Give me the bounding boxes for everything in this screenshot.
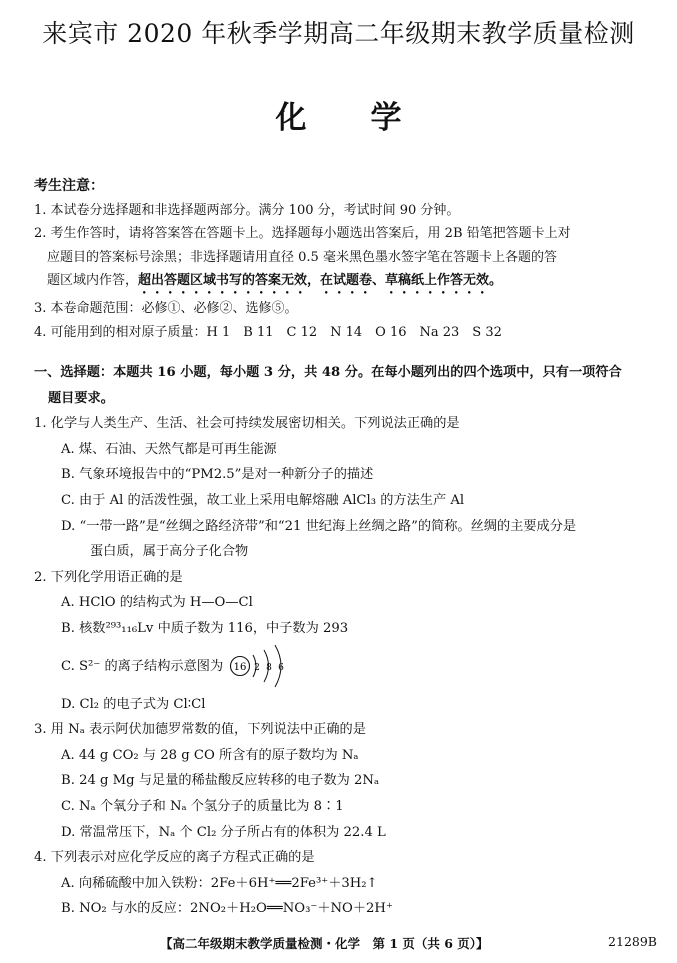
shell-2-count: 8 (266, 663, 273, 674)
exam-title: 来宾市 2020 年秋季学期高二年级期末教学质量检测 (42, 19, 635, 48)
q2-option-a: A. HClO 的结构式为 H—O—Cl (61, 595, 253, 611)
q1-option-d-line-1: D. “一带一路”是“丝绸之路经济带”和“21 世纪海上丝绸之路”的简称。丝绸的主要成分是 (61, 518, 577, 534)
q1-option-b: B. 气象环境报告中的“PM2.5”是对一种新分子的描述 (61, 467, 374, 483)
questions (34, 360, 656, 922)
q4-option-b: B. NO₂ 与水的反应：2NO₂＋H₂O══NO₃⁻＋NO＋2H⁺ (61, 901, 393, 917)
notice-item-3: 3. 本卷命题范围：必修①、必修②、选修⑤。 (34, 301, 298, 316)
q3-option-d: D. 常温常压下，Nₐ 个 Cl₂ 分子所占有的体积为 22.4 L (61, 824, 386, 840)
shell-3-count: 6 (278, 663, 285, 674)
notice-item-4: 4. 可能用到的相对原子质量：H 1 B 11 C 12 N 14 O 16 Na 23 S 32 (34, 324, 502, 340)
q2-option-b: B. 核数²⁹³₁₁₆Lv 中质子数为 116，中子数为 293 (61, 620, 349, 636)
q1-option-d-line-2: 蛋白质，属于高分子化合物 (90, 544, 249, 560)
q1-option-a: A. 煤、石油、天然气都是可再生能源 (61, 441, 277, 457)
notice-emphasis: 超出答题区域书写的答案无效，在试题卷、草稿纸上作答无效。 (138, 273, 503, 288)
q3-option-b: B. 24 g Mg 与足量的稀盐酸反应转移的电子数为 2Nₐ (61, 773, 380, 789)
candidate-notice (34, 175, 654, 344)
footer-page-info: 【高二年级期末教学质量检测・化学 第 1 页（共 6 页）】 (160, 936, 489, 951)
q3-option-c: C. Nₐ 个氧分子和 Nₐ 个氢分子的质量比为 8∶1 (61, 798, 344, 814)
footer-paper-code: 21289B (608, 934, 657, 949)
q2-stem: 2. 下列化学用语正确的是 (34, 569, 183, 585)
subject-title (0, 92, 677, 137)
q2-option-d: D. Cl₂ 的电子式为 Cl∶Cl (61, 696, 206, 712)
section-heading-line-1: 一、选择题：本题共 16 小题，每小题 3 分，共 48 分。在每小题列出的四个选项中，只有一项符合 (34, 365, 622, 380)
shell-1-count: 2 (254, 663, 261, 674)
notice-title: 考生注意： (34, 178, 104, 194)
q3-option-a: A. 44 g CO₂ 与 28 g CO 所含有的原子数均为 Nₐ (61, 747, 359, 763)
section-heading-line-2: 题目要求。 (48, 390, 114, 406)
q2-option-c-text: C. S²⁻ 的离子结构示意图为 (61, 658, 224, 674)
ion-structure-diagram (229, 643, 291, 689)
q3-stem: 3. 用 Nₐ 表示阿伏加德罗常数的值，下列说法中正确的是 (34, 722, 366, 738)
notice-item-2-line-3 (34, 269, 654, 297)
notice-item-2-line-1: 2. 考生作答时，请将答案答在答题卡上。选择题每小题选出答案后，用 2B 铅笔把答题卡上对 (34, 226, 571, 241)
nucleus-label: 16 (234, 662, 247, 674)
subject-char-1: 化 (275, 100, 307, 136)
q4-stem: 4. 下列表示对应化学反应的离子方程式正确的是 (34, 850, 315, 866)
notice-item-2-text: 题区域内作答， (47, 273, 139, 288)
notice-item-2-line-2: 应题目的答案标号涂黑；非选择题请用直径 0.5 毫米黑色墨水签字笔在答题卡上各题的答 (47, 249, 557, 265)
q1-option-c: C. 由于 Al 的活泼性强，故工业上采用电解熔融 AlCl₃ 的方法生产 Al (61, 492, 465, 508)
q4-option-a: A. 向稀硫酸中加入铁粉：2Fe＋6H⁺══2Fe³⁺＋3H₂↑ (61, 875, 378, 891)
q1-stem: 1. 化学与人类生产、生活、社会可持续发展密切相关。下列说法正确的是 (34, 416, 460, 432)
notice-item-1: 1. 本试卷分选择题和非选择题两部分。满分 100 分，考试时间 90 分钟。 (34, 202, 460, 218)
q2-option-c (34, 642, 656, 692)
page-footer (0, 934, 677, 954)
subject-char-2: 学 (370, 100, 402, 136)
